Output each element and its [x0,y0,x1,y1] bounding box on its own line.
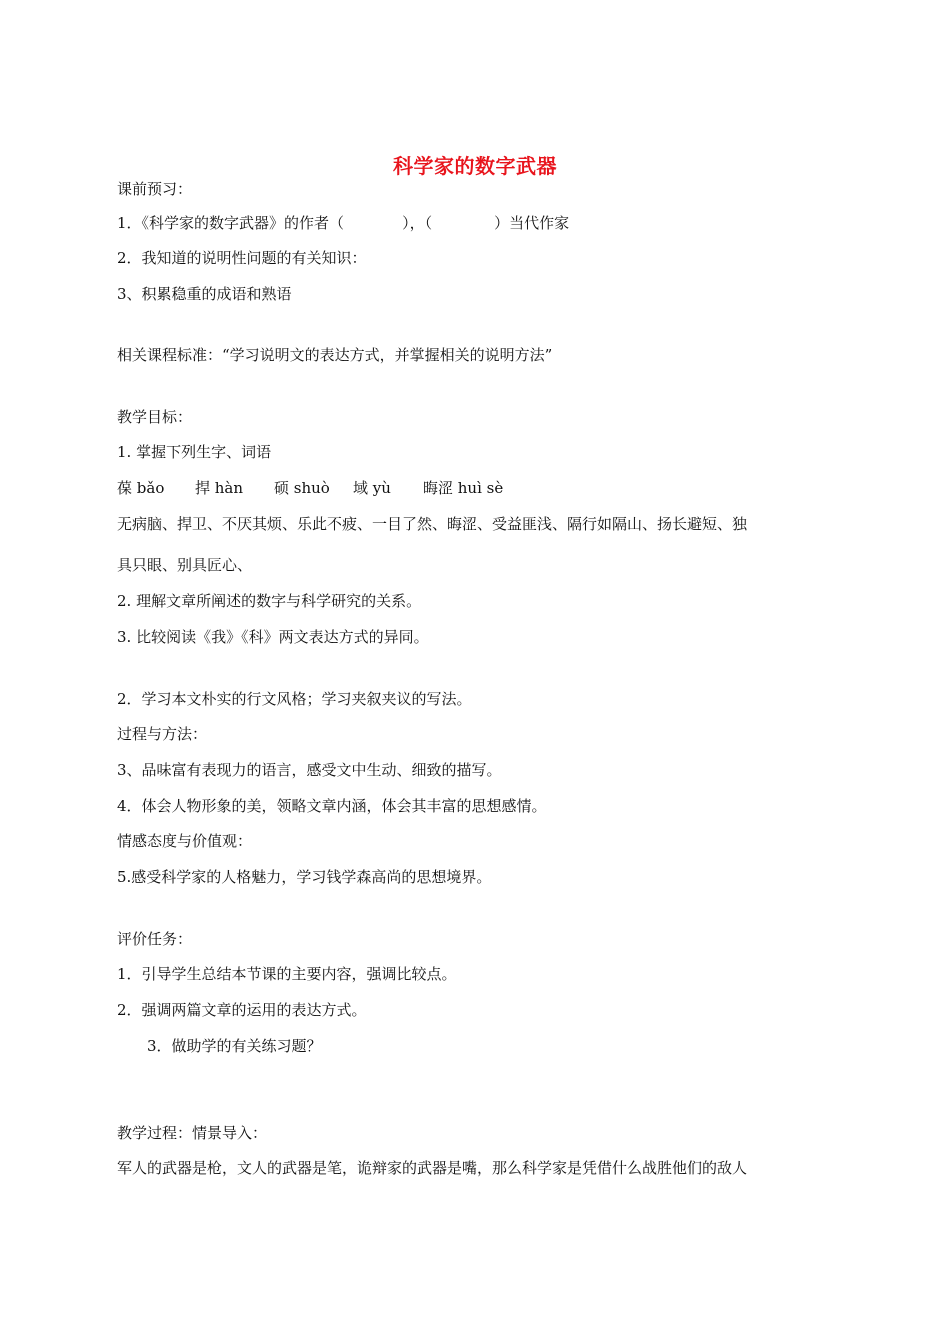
goal-item-3: 3. 比较阅读《我》《科》两文表达方式的异同。 [117,628,429,646]
goal-item-2: 2. 理解文章所阐述的数字与科学研究的关系。 [117,592,422,610]
process-heading: 过程与方法： [117,725,208,743]
curriculum-standard: 相关课程标准：“学习说明文的表达方式，并掌握相关的说明方法” [117,346,553,364]
introduction-paragraph: 军人的武器是枪，文人的武器是笔，诡辩家的武器是嘴，那么科学家是凭借什么战胜他们的敌人 [117,1159,748,1177]
evaluation-heading: 评价任务： [117,930,193,948]
preview-item-1-text-c: ）当代作家 [494,214,570,232]
teaching-process-heading: 教学过程：情景导入： [117,1124,268,1142]
preview-item-3: 3、积累稳重的成语和熟语 [117,285,292,303]
preview-item-1-text-a: 《科学家的数字武器》的作者（ [141,214,345,232]
pinyin-item: 晦涩 huì sè [423,479,504,497]
preview-item-2: 2．我知道的说明性问题的有关知识： [117,249,367,267]
document-title: 科学家的数字武器 [393,154,557,178]
emotion-heading: 情感态度与价值观： [117,832,253,850]
pinyin-item: 硕 shuò [274,479,330,497]
pinyin-item: 域 yù [353,479,391,497]
preview-item-1 [117,213,569,233]
goal-item-1: 1. 掌握下列生字、词语 [117,443,272,461]
process-item-3: 3、品味富有表现力的语言，感受文中生动、细致的描写。 [117,761,502,779]
pinyin-item: 捍 hàn [195,479,244,497]
evaluation-item-1: 1．引导学生总结本节课的主要内容，强调比较点。 [117,965,457,983]
vocabulary-line-1: 无病脑、捍卫、不厌其烦、乐此不疲、一目了然、晦涩、受益匪浅、隔行如隔山、扬长避短、独 [117,515,748,533]
preview-item-1-number: 1． [117,214,142,232]
pinyin-row [117,478,503,498]
preview-item-1-text-b: ），（ [402,214,433,232]
evaluation-item-2: 2．强调两篇文章的运用的表达方式。 [117,1001,367,1019]
vocabulary-line-2: 具只眼、别具匠心、 [117,556,253,574]
preview-heading: 课前预习： [117,180,193,198]
goals-heading: 教学目标： [117,408,193,426]
goal-item-2b: 2．学习本文朴实的行文风格；学习夹叙夹议的写法。 [117,690,472,708]
process-item-4: 4．体会人物形象的美，领略文章内涵，体会其丰富的思想感情。 [117,797,547,815]
emotion-item-5: 5.感受科学家的人格魅力，学习钱学森高尚的思想境界。 [117,868,492,886]
pinyin-item: 葆 bǎo [117,479,165,497]
evaluation-item-3: 3．做助学的有关练习题？ [147,1037,322,1055]
